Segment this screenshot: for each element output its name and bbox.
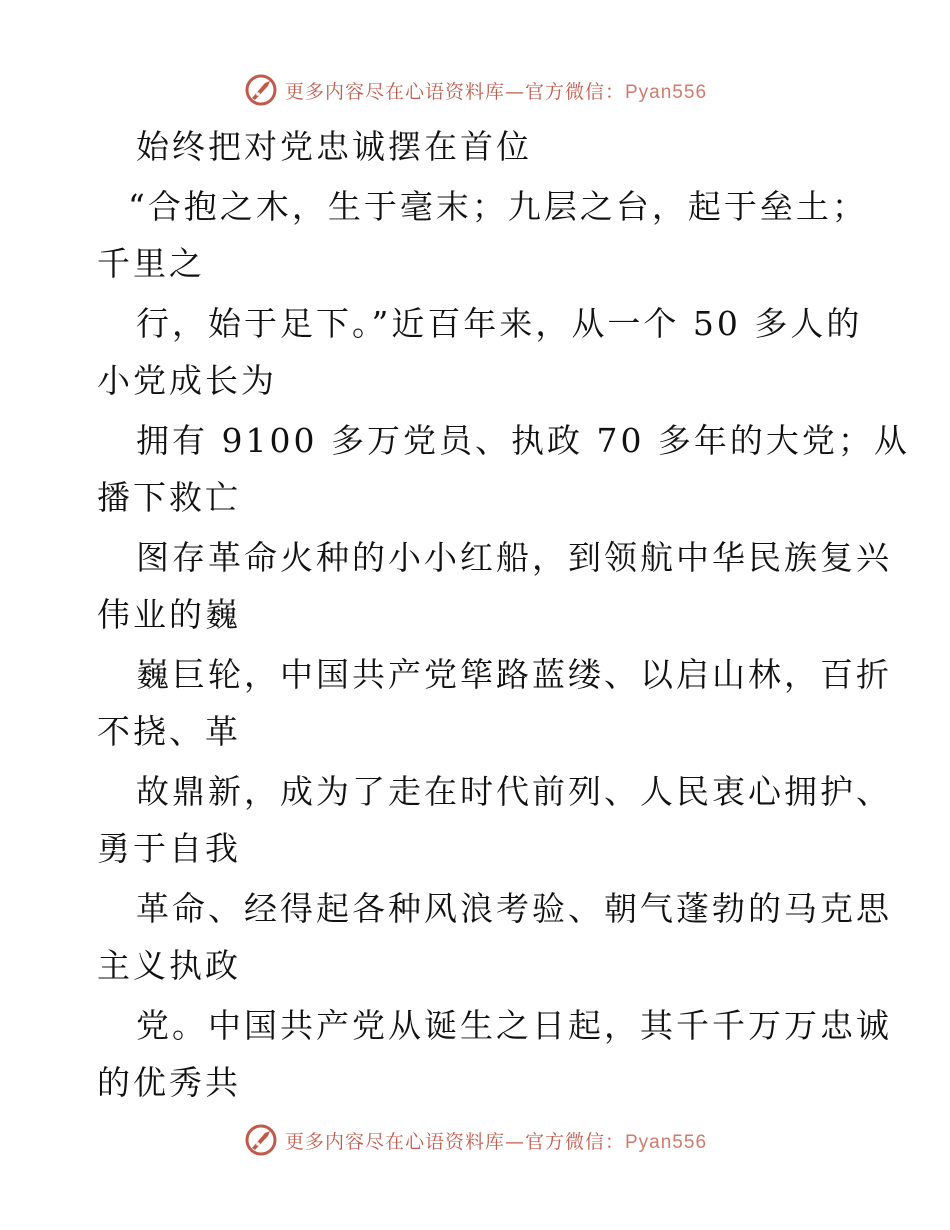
pen-nib-circle-icon bbox=[243, 72, 279, 108]
body-line: “合抱之木，生于毫末；九层之台，起于垒土； bbox=[128, 187, 868, 226]
watermark-text bbox=[285, 1127, 707, 1154]
watermark-wechat-id: Pyan556 bbox=[625, 81, 708, 103]
body-line: 拥有 9100 多万党员、执政 70 多年的大党；从 bbox=[136, 421, 910, 460]
body-line: 故鼎新，成为了走在时代前列、人民衷心拥护、 bbox=[136, 772, 892, 811]
body-line: 不挠、革 bbox=[97, 712, 241, 751]
body-line: 勇于自我 bbox=[97, 829, 241, 868]
watermark-label: 更多内容尽在心语资料库—官方微信： bbox=[284, 1130, 625, 1153]
body-line: 小党成长为 bbox=[97, 361, 277, 400]
body-line: 播下救亡 bbox=[97, 478, 241, 517]
watermark-label: 更多内容尽在心语资料库—官方微信： bbox=[284, 80, 625, 103]
footer-watermark bbox=[0, 1120, 950, 1160]
watermark-text bbox=[285, 77, 707, 104]
body-line: 革命、经得起各种风浪考验、朝气蓬勃的马克思 bbox=[136, 889, 892, 928]
body-line: 伟业的巍 bbox=[97, 595, 241, 634]
watermark-wechat-id: Pyan556 bbox=[625, 1131, 708, 1153]
pen-nib-circle-icon bbox=[243, 1122, 279, 1158]
document-title: 始终把对党忠诚摆在首位 bbox=[136, 127, 532, 166]
header-watermark bbox=[0, 70, 950, 110]
body-line: 千里之 bbox=[97, 244, 205, 283]
body-line: 巍巨轮，中国共产党筚路蓝缕、以启山林，百折 bbox=[136, 655, 892, 694]
body-line: 图存革命火种的小小红船，到领航中华民族复兴 bbox=[136, 538, 892, 577]
body-line: 的优秀共 bbox=[97, 1063, 241, 1102]
body-line: 党。中国共产党从诞生之日起，其千千万万忠诚 bbox=[136, 1006, 892, 1045]
body-line: 主义执政 bbox=[97, 946, 241, 985]
body-line: 行，始于足下。”近百年来，从一个 50 多人的 bbox=[136, 304, 863, 343]
